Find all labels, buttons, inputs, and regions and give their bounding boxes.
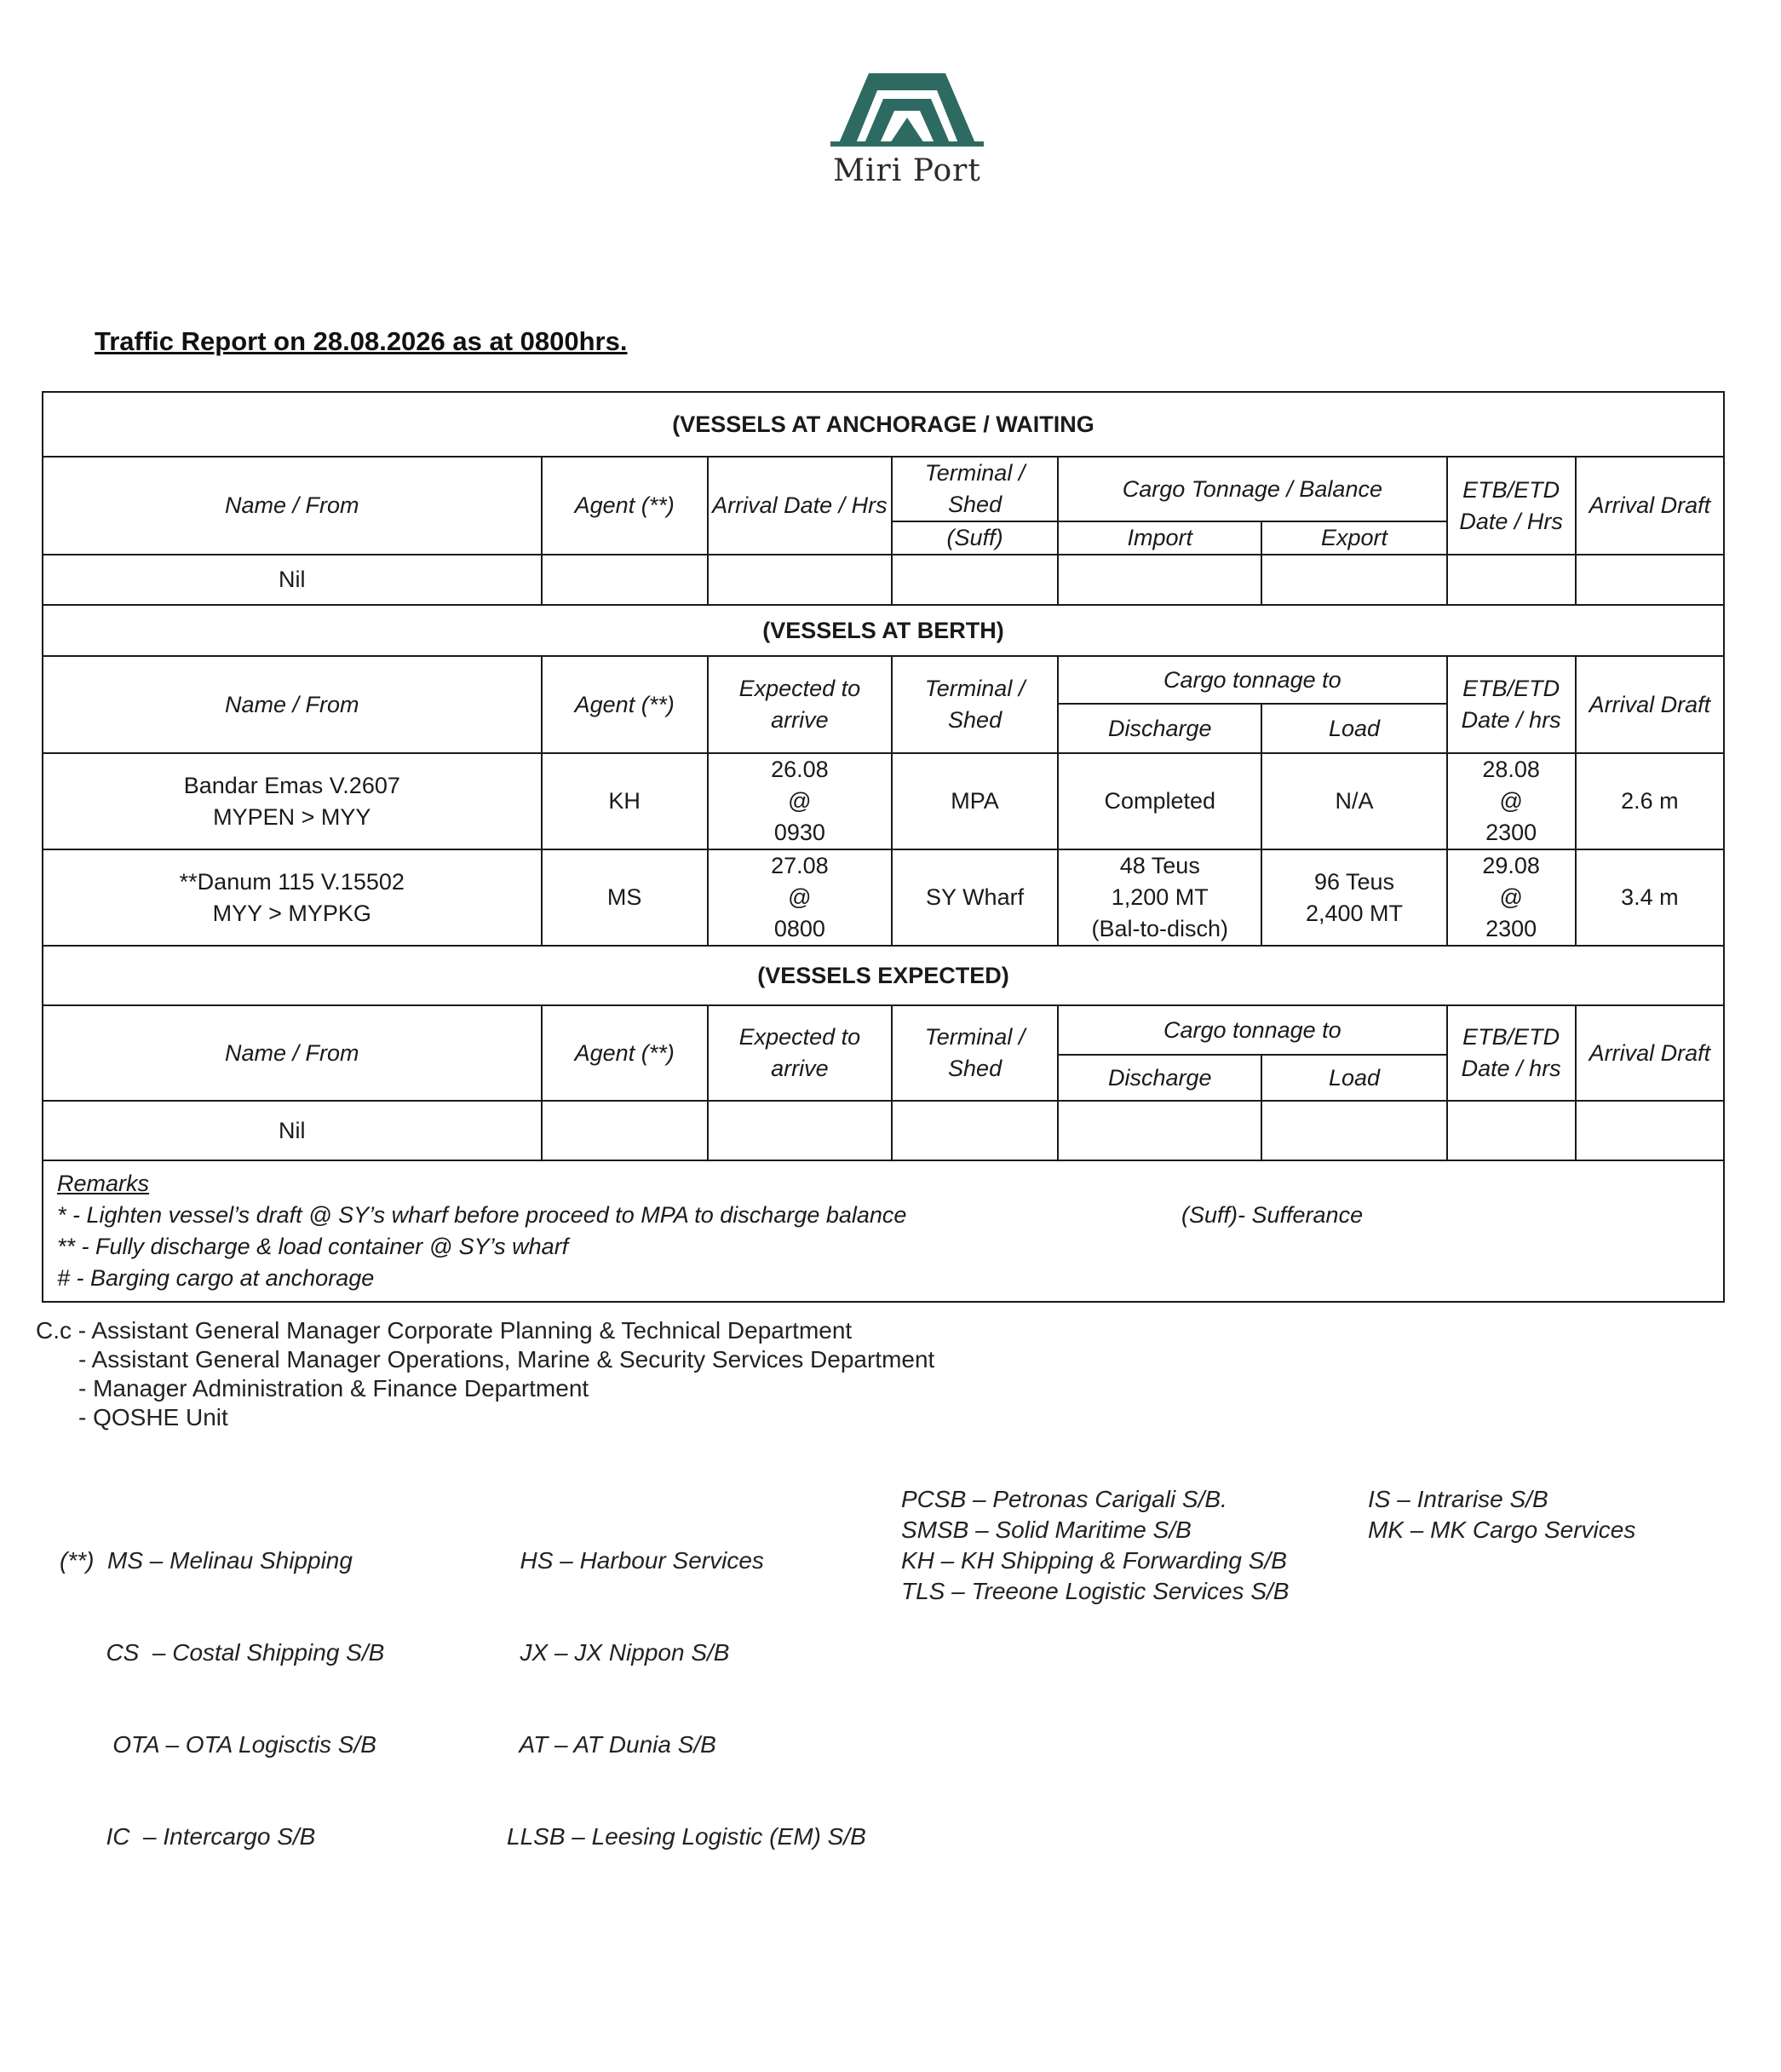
load-teus: 96 Teus — [1313, 868, 1395, 895]
vessel-route: MYPEN > MYY — [213, 803, 371, 830]
col-header-import: Import — [1058, 521, 1261, 555]
col-header-etb: ETB/ETD Date / hrs — [1447, 1005, 1576, 1101]
col-header-draft: Arrival Draft — [1576, 1005, 1724, 1101]
col-header-draft: Arrival Draft — [1576, 457, 1724, 555]
agent-entry: TLS – Treeone Logistic Services S/B — [901, 1578, 1290, 1604]
cc-line: - Assistant General Manager Operations, Marine & Security Services Department — [78, 1346, 935, 1373]
agent-column — [1368, 1484, 1635, 1545]
discharge-note: (Bal-to-disch) — [1091, 916, 1229, 941]
agent-entry: CS – Costal Shipping S/B — [60, 1639, 385, 1666]
cell-load: N/A — [1261, 753, 1446, 849]
agent-entry: HS – Harbour Services — [507, 1547, 764, 1574]
col-header-terminal: Terminal / Shed — [892, 656, 1058, 753]
cell-agent: MS — [542, 849, 708, 946]
col-header-etb: ETB/ETD Date / Hrs — [1447, 457, 1576, 555]
col-header-etb: ETB/ETD Date / hrs — [1447, 656, 1576, 753]
discharge-teus: 48 Teus — [1119, 853, 1200, 878]
col-header-expected: Expected to arrive — [708, 1005, 892, 1101]
remarks-title: Remarks — [57, 1171, 150, 1196]
discharge-mt: 1,200 MT — [1111, 884, 1209, 910]
arrive-at: @ — [788, 788, 812, 814]
agent-column — [901, 1484, 1289, 1607]
remark-line: # - Barging cargo at anchorage — [57, 1265, 375, 1291]
col-header-arrival: Arrival Date / Hrs — [708, 457, 892, 555]
arrive-date: 27.08 — [771, 853, 829, 878]
col-header-agent: Agent (**) — [542, 1005, 708, 1101]
cell-terminal: MPA — [892, 753, 1058, 849]
cell-etb — [1447, 849, 1576, 946]
cc-line: - Manager Administration & Finance Department — [78, 1375, 589, 1401]
cell-discharge — [1058, 849, 1261, 946]
agent-entry: PCSB – Petronas Carigali S/B. — [901, 1486, 1227, 1512]
section-anchorage-heading: (VESSELS AT ANCHORAGE / WAITING — [43, 392, 1724, 457]
agent-entry: LLSB – Leesing Logistic (EM) S/B — [507, 1823, 866, 1850]
load-mt: 2,400 MT — [1305, 900, 1404, 926]
cell-vessel — [43, 849, 542, 946]
etb-at: @ — [1499, 788, 1523, 814]
cc-line: - QOSHE Unit — [78, 1404, 228, 1430]
col-header-name: Name / From — [43, 656, 542, 753]
col-header-export: Export — [1261, 521, 1446, 555]
section-berth-heading: (VESSELS AT BERTH) — [43, 605, 1724, 656]
arrive-at: @ — [788, 884, 812, 910]
col-header-cargo: Cargo tonnage to — [1058, 656, 1446, 704]
cell-vessel — [43, 753, 542, 849]
vessel-name: Bandar Emas V.2607 — [183, 772, 400, 798]
agent-entry: MK – MK Cargo Services — [1368, 1517, 1636, 1543]
miri-port-logo — [830, 66, 984, 194]
col-header-terminal: Terminal / Shed — [892, 457, 1058, 521]
agent-entry: (**) MS – Melinau Shipping — [60, 1547, 353, 1574]
col-header-expected: Expected to arrive — [708, 656, 892, 753]
table-row — [43, 555, 1724, 605]
traffic-table — [42, 391, 1725, 1303]
col-header-discharge: Discharge — [1058, 704, 1261, 753]
cc-list — [36, 1316, 934, 1432]
cell-load — [1261, 849, 1446, 946]
arrive-date: 26.08 — [771, 757, 829, 782]
etb-time: 2300 — [1485, 916, 1537, 941]
cell-draft: 2.6 m — [1576, 753, 1724, 849]
agent-entry: KH – KH Shipping & Forwarding S/B — [901, 1547, 1287, 1574]
cell-name: Nil — [43, 555, 542, 605]
section-expected-heading: (VESSELS EXPECTED) — [43, 946, 1724, 1005]
cell-arrive — [708, 753, 892, 849]
col-header-cargo: Cargo Tonnage / Balance — [1058, 457, 1446, 521]
table-row — [43, 1101, 1724, 1160]
col-header-load: Load — [1261, 704, 1446, 753]
etb-time: 2300 — [1485, 820, 1537, 845]
remarks-box — [43, 1160, 1724, 1302]
etb-date: 28.08 — [1482, 757, 1540, 782]
agent-entry: IC – Intercargo S/B — [60, 1823, 316, 1850]
agent-entry: AT – AT Dunia S/B — [507, 1731, 716, 1758]
agent-entry: IS – Intrarise S/B — [1368, 1486, 1548, 1512]
agent-column — [507, 1484, 866, 1914]
col-header-suff: (Suff) — [892, 521, 1058, 555]
col-header-draft: Arrival Draft — [1576, 656, 1724, 753]
agent-entry: OTA – OTA Logisctis S/B — [60, 1731, 376, 1758]
col-header-name: Name / From — [43, 1005, 542, 1101]
cell-discharge: Completed — [1058, 753, 1261, 849]
agent-entry: SMSB – Solid Maritime S/B — [901, 1517, 1192, 1543]
col-header-cargo: Cargo tonnage to — [1058, 1005, 1446, 1055]
col-header-agent: Agent (**) — [542, 457, 708, 555]
table-row — [43, 753, 1724, 849]
vessel-route: MYY > MYPKG — [212, 900, 371, 926]
cell-terminal: SY Wharf — [892, 849, 1058, 946]
suff-note: (Suff)- Sufferance — [1181, 1202, 1364, 1228]
cc-line: C.c - Assistant General Manager Corporate Planning & Technical Department — [36, 1317, 853, 1344]
agent-entry: JX – JX Nippon S/B — [507, 1639, 730, 1666]
col-header-load: Load — [1261, 1055, 1446, 1101]
cell-etb — [1447, 753, 1576, 849]
vessel-name: **Danum 115 V.15502 — [179, 868, 405, 895]
logo-mark-icon — [830, 66, 984, 152]
col-header-terminal: Terminal / Shed — [892, 1005, 1058, 1101]
table-row — [43, 849, 1724, 946]
cell-agent: KH — [542, 753, 708, 849]
etb-at: @ — [1499, 884, 1523, 910]
cell-arrive — [708, 849, 892, 946]
col-header-discharge: Discharge — [1058, 1055, 1261, 1101]
report-title: Traffic Report on 28.08.2026 as at 0800hrs. — [95, 326, 628, 356]
remark-line: ** - Fully discharge & load container @ SY’s wharf — [57, 1234, 569, 1259]
agent-column — [60, 1484, 384, 1914]
arrive-time: 0930 — [773, 820, 825, 845]
etb-date: 29.08 — [1482, 853, 1540, 878]
cell-name: Nil — [43, 1101, 542, 1160]
cell-draft: 3.4 m — [1576, 849, 1724, 946]
logo-text: Miri Port — [833, 153, 981, 188]
col-header-name: Name / From — [43, 457, 542, 555]
col-header-agent: Agent (**) — [542, 656, 708, 753]
arrive-time: 0800 — [773, 916, 825, 941]
remark-line: * - Lighten vessel’s draft @ SY’s wharf before proceed to MPA to discharge balance — [57, 1202, 907, 1228]
